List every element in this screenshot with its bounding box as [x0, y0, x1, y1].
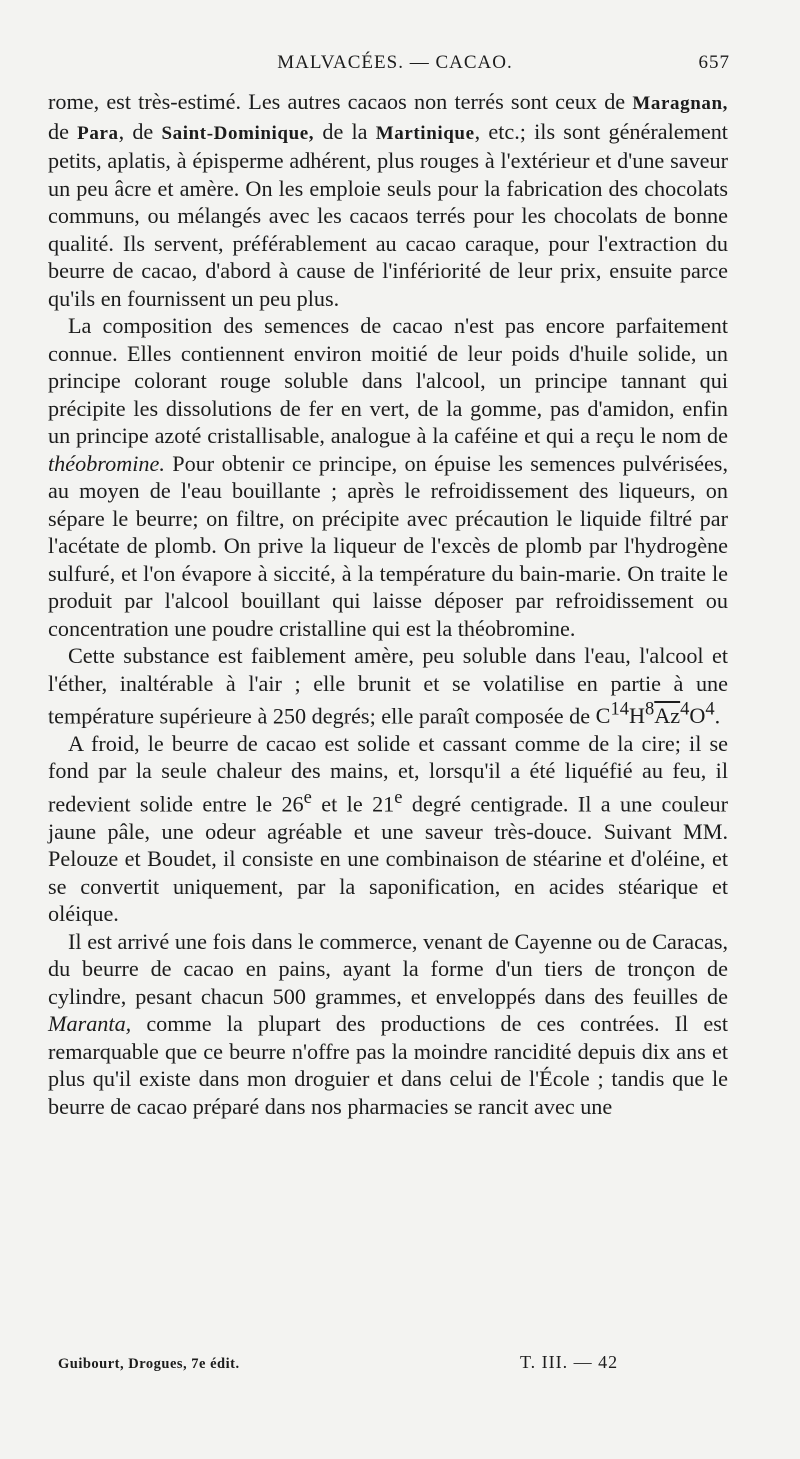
text-run: , de: [118, 118, 162, 144]
running-title: MALVACÉES. — CACAO.: [277, 52, 513, 73]
text-run: de: [48, 118, 78, 144]
text-run: Cette substance est faiblement amère, peu soluble dans l'eau, l'alcool et l'éther, inaltérable à l'air ; elle brunit et se volatilise en partie à une température supérieure à 250 degrés; elle paraît composée de: [48, 643, 728, 729]
formula-index: 14: [610, 700, 629, 720]
formula-symbol: C: [595, 703, 611, 729]
text-run: degré centigrade. Il a une couleur jaune pâle, une odeur agréable et une saveur très-douce. Suivant MM. Pelouze et Boudet, il consiste en une combinaison de stéarine et d'oléine, et se convertit uniquement, par la saponification, en acides stéarique et oléique.: [48, 791, 728, 927]
text-run: .: [714, 703, 721, 729]
text-run: et le 21: [311, 791, 395, 817]
text-run: , etc.; ils sont généralement petits, aplatis, à épisperme adhérent, plus rouges à l'extérieur et d'une saveur un peu âcre et amère. On les emploie seuls pour la fabrication des chocolats communs, ou mélangés avec les cacaos terrés pour les chocolats de bonne qualité. Ils servent, préférablement au cacao caraque, pour l'extraction du beurre de cacao, d'abord à cause de l'infériorité de leur prix, ensuite parce qu'ils en fournissent un peu plus.: [48, 118, 728, 311]
text-run: de la: [314, 118, 376, 144]
italic-term: Maranta,: [48, 1011, 132, 1037]
footer-signature: Guibourt, Drogues, 7e édit.: [58, 1356, 240, 1372]
text-run: comme la plupart des productions de ces contrées. Il est remarquable que ce beurre n'offre pas la moindre rancidité depuis dix ans et plus qu'il existe dans mon droguier et dans celui de l'École ; tandis que le beurre de cacao préparé dans nos pharmacies se rancit avec une: [48, 1011, 728, 1119]
place-name: Saint-Dominique,: [161, 122, 315, 144]
italic-term: théobromine.: [48, 450, 165, 476]
text-run: Il est arrivé une fois dans le commerce, venant de Cayenne ou de Caracas, du beurre de cacao en pains, ayant la forme d'un tiers de tronçon de cylindre, pesant chacun 500 grammes, et enveloppés dans des feuilles de: [48, 928, 728, 1009]
formula-index: 4: [680, 700, 690, 720]
formula-symbol: O: [689, 703, 706, 729]
text-run: rome, est très-estimé. Les autres cacaos non terrés sont ceux de: [48, 89, 633, 114]
ordinal-suffix: e: [394, 787, 403, 808]
place-name: Maragnan,: [632, 93, 728, 114]
place-name: Martinique: [375, 122, 475, 144]
ordinal-suffix: e: [303, 787, 312, 808]
paragraph-5: [48, 928, 728, 1121]
text-run: La composition des semences de cacao n'est pas encore parfaitement connue. Elles contiennent environ moitié de leur poids d'huile solide, un principe colorant rouge soluble dans l'alcool, un principe tannant qui précipite les dissolutions de fer en vert, de la gomme, pas d'amidon, enfin un principe azoté cristallisable, analogue à la caféine et qui a reçu le nom de: [48, 313, 728, 448]
formula-index: 8: [645, 700, 655, 720]
running-header: [50, 52, 740, 82]
text-run: Pour obtenir ce principe, on épuise les semences pulvérisées, au moyen de l'eau bouillante ; après le refroidissement des liqueurs, on sépare le beurre; on filtre, on précipite avec précaution le liquide filtré par l'acétate de plomb. On prive la liqueur de l'excès de plomb par l'hydrogène sulfuré, et l'on évapore à siccité, à la température du bain-marie. On traite le produit par l'alcool bouillant qui laisse déposer par refroidissement ou concentration une poudre cristalline qui est la théobromine.: [48, 450, 728, 641]
page-footer: [58, 1352, 728, 1378]
paragraph-4: [48, 730, 728, 928]
page-number: 657: [698, 52, 730, 73]
place-name: Para: [77, 122, 119, 144]
text-run: A froid, le beurre de cacao est solide et cassant comme de la cire; il se fond par la seule chaleur des mains, et, lorsqu'il a été liquéfié au feu, il redevient solide entre le 26: [48, 730, 728, 817]
body-text: [48, 88, 728, 1120]
formula-symbol: $\overline{Az}$: [654, 703, 681, 729]
paragraph-1: [48, 88, 728, 312]
formula-index: 4: [705, 700, 715, 720]
footer-volume: T. III. — 42: [520, 1352, 619, 1372]
formula-symbol: H: [628, 703, 646, 729]
paragraph-2: [48, 312, 728, 642]
chemical-formula: [595, 700, 715, 729]
paragraph-3: [48, 642, 728, 730]
